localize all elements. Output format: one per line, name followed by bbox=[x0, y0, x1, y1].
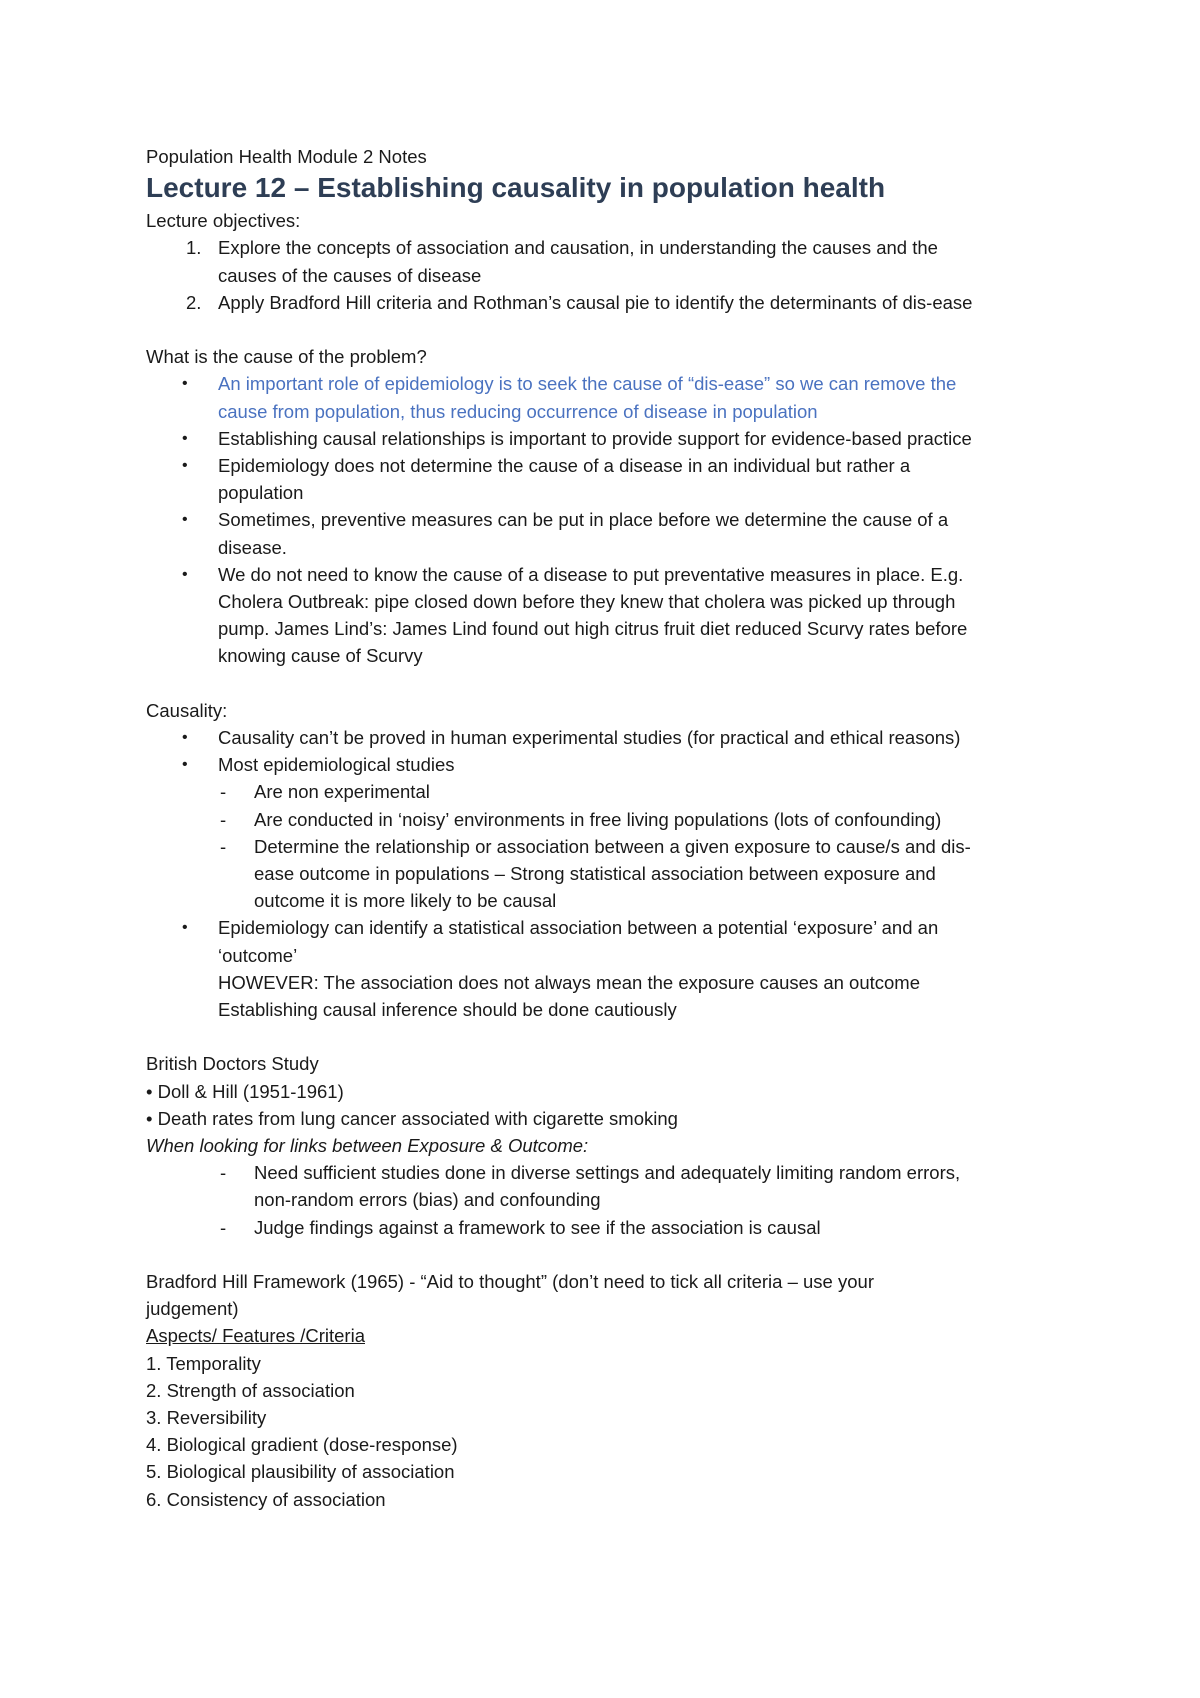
dash-text: Need sufficient studies done in diverse settings and adequately limiting random errors, bbox=[254, 1162, 961, 1184]
links-dash-item bbox=[146, 1159, 1066, 1213]
bullet-marker: • bbox=[182, 429, 188, 447]
bullet-text: Causality can’t be proved in human experimental studies (for practical and ethical reasons) bbox=[218, 727, 961, 749]
spacer bbox=[146, 1241, 1066, 1268]
criteria-item: 5. Biological plausibility of association bbox=[146, 1461, 455, 1483]
objectives-label: Lecture objectives: bbox=[146, 210, 301, 232]
bullet-text: disease. bbox=[218, 536, 287, 558]
bullet-text: Epidemiology does not determine the cause of a disease in an individual but rather a bbox=[218, 455, 911, 477]
bullet-text: pump. James Lind’s: James Lind found out high citrus fruit diet reduced Scurvy rates before bbox=[218, 618, 968, 640]
bullet-text: Sometimes, preventive measures can be put in place before we determine the cause of a bbox=[218, 509, 949, 531]
problem-bullet bbox=[146, 561, 1066, 670]
objective-text: causes of the causes of disease bbox=[218, 264, 482, 286]
bullet-text: knowing cause of Scurvy bbox=[218, 645, 423, 667]
problem-bullet bbox=[146, 452, 1066, 506]
bullet-marker: • bbox=[182, 919, 188, 937]
british-study-item: • Death rates from lung cancer associated with cigarette smoking bbox=[146, 1107, 678, 1129]
document-title: Population Health Module 2 Notes bbox=[146, 146, 427, 167]
objective-item bbox=[146, 234, 1066, 288]
bradford-hill-intro: judgement) bbox=[146, 1298, 239, 1320]
objective-item bbox=[146, 289, 1066, 316]
bullet-text: population bbox=[218, 482, 304, 504]
dash-text: Are conducted in ‘noisy’ environments in free living populations (lots of confounding) bbox=[254, 808, 942, 830]
bullet-text: Epidemiology can identify a statistical association between a potential ‘exposure’ and an bbox=[218, 917, 939, 939]
bullet-marker: • bbox=[182, 511, 188, 529]
criteria-item: 2. Strength of association bbox=[146, 1379, 355, 1401]
bullet-text: cause from population, thus reducing occurrence of disease in population bbox=[218, 400, 818, 422]
bullet-text: Establishing causal relationships is important to provide support for evidence-based practice bbox=[218, 427, 972, 449]
spacer bbox=[146, 316, 1066, 343]
bullet-marker: • bbox=[182, 457, 188, 475]
problem-bullet bbox=[146, 506, 1066, 560]
lecture-heading: Lecture 12 – Establishing causality in population health bbox=[146, 172, 886, 204]
list-number: 1. bbox=[186, 237, 202, 259]
bullet-text: Cholera Outbreak: pipe closed down before they knew that cholera was picked up through bbox=[218, 591, 956, 613]
causality-bullet bbox=[146, 914, 1066, 1023]
dash-marker: - bbox=[220, 1162, 227, 1184]
causality-bullet bbox=[146, 724, 1066, 751]
aspects-label: Aspects/ Features /Criteria bbox=[146, 1325, 365, 1347]
dash-text: ease outcome in populations – Strong statistical association between exposure and bbox=[254, 863, 936, 885]
bullet-marker: • bbox=[182, 729, 188, 747]
list-number: 2. bbox=[186, 291, 202, 313]
dash-marker: - bbox=[220, 835, 227, 857]
criteria-item: 6. Consistency of association bbox=[146, 1488, 386, 1510]
causality-dash-item bbox=[146, 833, 1066, 915]
bullet-text: HOWEVER: The association does not always mean the exposure causes an outcome bbox=[218, 971, 920, 993]
bullet-marker: • bbox=[182, 565, 188, 583]
document-page bbox=[146, 143, 1066, 1513]
bullet-text: ‘outcome’ bbox=[218, 944, 298, 966]
causality-bullet bbox=[146, 751, 1066, 778]
bullet-text: An important role of epidemiology is to seek the cause of “dis-ease” so we can remove the bbox=[218, 373, 957, 395]
objective-text: Explore the concepts of association and causation, in understanding the causes and the bbox=[218, 237, 938, 259]
dash-marker: - bbox=[220, 808, 227, 830]
causality-label: Causality: bbox=[146, 699, 228, 721]
causality-dash-item bbox=[146, 806, 1066, 833]
spacer bbox=[146, 1023, 1066, 1050]
british-study-label: British Doctors Study bbox=[146, 1053, 319, 1075]
criteria-item: 1. Temporality bbox=[146, 1352, 261, 1374]
criteria-item: 4. Biological gradient (dose-response) bbox=[146, 1434, 458, 1456]
criteria-item: 3. Reversibility bbox=[146, 1407, 267, 1429]
objective-text: Apply Bradford Hill criteria and Rothman’s causal pie to identify the determinants of dis-ease bbox=[218, 291, 973, 313]
dash-text: non-random errors (bias) and confounding bbox=[254, 1189, 601, 1211]
links-label: When looking for links between Exposure & Outcome: bbox=[146, 1135, 589, 1157]
dash-text: outcome it is more likely to be causal bbox=[254, 890, 557, 912]
spacer bbox=[146, 670, 1066, 697]
bullet-text: We do not need to know the cause of a disease to put preventative measures in place. E.g. bbox=[218, 563, 964, 585]
links-dash-item bbox=[146, 1214, 1066, 1241]
bullet-text: Establishing causal inference should be done cautiously bbox=[218, 999, 677, 1021]
bullet-marker: • bbox=[182, 756, 188, 774]
bullet-text: Most epidemiological studies bbox=[218, 754, 455, 776]
bullet-marker: • bbox=[182, 375, 188, 393]
dash-text: Are non experimental bbox=[254, 781, 430, 803]
problem-bullet bbox=[146, 370, 1066, 424]
dash-marker: - bbox=[220, 1216, 227, 1238]
causality-dash-item bbox=[146, 778, 1066, 805]
british-study-item: • Doll & Hill (1951-1961) bbox=[146, 1080, 344, 1102]
problem-bullet bbox=[146, 425, 1066, 452]
dash-marker: - bbox=[220, 781, 227, 803]
dash-text: Determine the relationship or association between a given exposure to cause/s and dis- bbox=[254, 835, 971, 857]
bradford-hill-intro: Bradford Hill Framework (1965) - “Aid to thought” (don’t need to tick all criteria – use your bbox=[146, 1271, 874, 1293]
problem-label: What is the cause of the problem? bbox=[146, 346, 427, 368]
dash-text: Judge findings against a framework to see if the association is causal bbox=[254, 1216, 821, 1238]
